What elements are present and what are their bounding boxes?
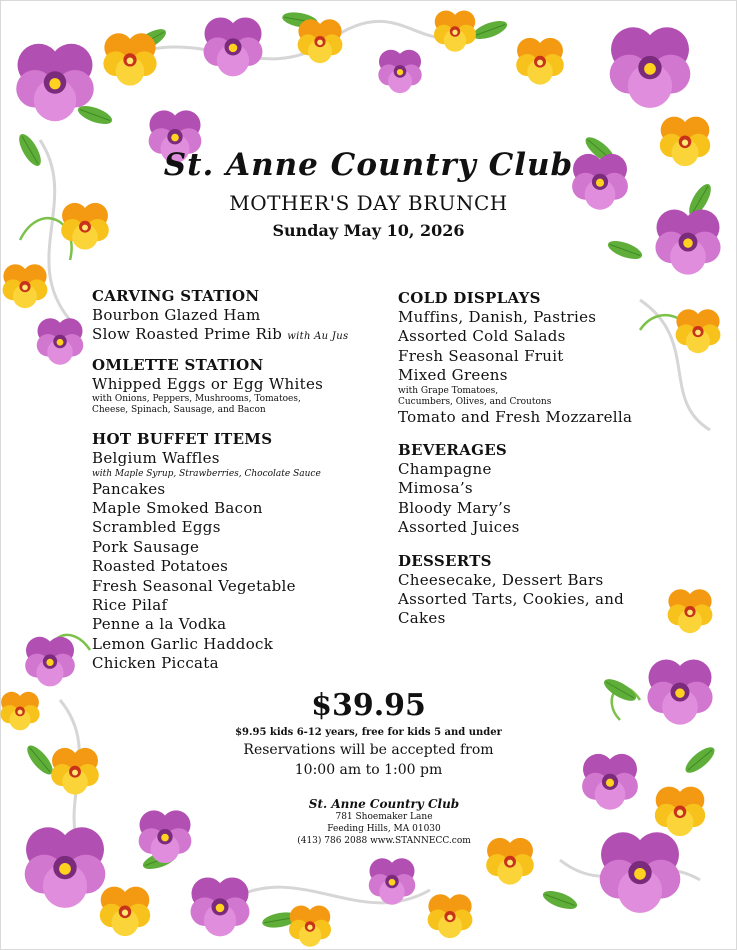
footer-contact: (413) 786 2088 www.STANNECC.com bbox=[297, 836, 471, 846]
section-heading: HOT BUFFET ITEMS bbox=[92, 430, 273, 449]
menu-item-label: Slow Roasted Prime Rib bbox=[92, 325, 283, 344]
event-date: Sunday May 10, 2026 bbox=[272, 221, 465, 240]
hot-buffet-section bbox=[92, 430, 392, 673]
menu-item: Assorted Juices bbox=[398, 518, 520, 537]
section-heading: OMLETTE STATION bbox=[92, 355, 264, 374]
reservations-line: Reservations will be accepted from bbox=[243, 742, 494, 758]
menu-item: Bourbon Glazed Ham bbox=[92, 306, 261, 324]
club-footer bbox=[0, 797, 737, 847]
menu-item: Penne a la Vodka bbox=[92, 615, 227, 634]
menu-item-note: with Au Jus bbox=[287, 331, 349, 343]
menu-item-note: with Maple Syrup, Strawberries, Chocolate Sauce bbox=[92, 468, 321, 479]
section-heading: CARVING STATION bbox=[92, 287, 260, 305]
menu-item: Whipped Eggs or Egg Whites bbox=[92, 374, 324, 393]
menu-item: Cheesecake, Dessert Bars bbox=[398, 570, 604, 589]
menu-item: Champagne bbox=[398, 460, 492, 479]
menu-item-note: Cucumbers, Olives, and Croutons bbox=[398, 396, 552, 407]
reservations-hours: 10:00 am to 1:00 pm bbox=[294, 762, 443, 778]
menu-item: Assorted Tarts, Cookies, and Cakes bbox=[398, 590, 625, 628]
kids-pricing: $9.95 kids 6-12 years, free for kids 5 and under bbox=[235, 727, 502, 738]
desserts-section bbox=[398, 552, 698, 629]
menu-item: Mimosa’s bbox=[398, 479, 473, 498]
cold-displays-section bbox=[398, 289, 698, 427]
menu-item: Bloody Mary’s bbox=[398, 498, 512, 517]
omlette-station-section bbox=[92, 356, 392, 416]
reservations-info bbox=[0, 740, 737, 780]
menu-right-column bbox=[398, 289, 698, 638]
menu-item: Chicken Piccata bbox=[92, 654, 219, 673]
menu-item: Pancakes bbox=[92, 479, 166, 498]
section-heading: DESSERTS bbox=[398, 551, 492, 570]
menu-item: Pork Sausage bbox=[92, 537, 200, 556]
menu-item-note: with Onions, Peppers, Mushrooms, Tomatoes, bbox=[92, 394, 301, 405]
beverages-section bbox=[398, 441, 698, 538]
menu-item: Muffins, Danish, Pastries bbox=[398, 308, 597, 326]
menu-item: Mixed Greens bbox=[398, 366, 508, 385]
menu-item: Fresh Seasonal Vegetable bbox=[92, 576, 296, 595]
menu-item: Roasted Potatoes bbox=[92, 557, 229, 576]
menu-item: Belgium Waffles bbox=[92, 449, 220, 468]
footer-club-name: St. Anne Country Club bbox=[308, 797, 460, 811]
section-heading: BEVERAGES bbox=[398, 441, 508, 460]
menu-item: Fresh Seasonal Fruit bbox=[398, 346, 564, 365]
menu-item: Rice Pilaf bbox=[92, 596, 168, 615]
event-title: MOTHER'S DAY BRUNCH bbox=[229, 191, 508, 215]
menu-item: Lemon Garlic Haddock bbox=[92, 634, 274, 653]
menu-item: Assorted Cold Salads bbox=[398, 327, 566, 346]
menu-item: Tomato and Fresh Mozzarella bbox=[398, 407, 633, 426]
club-title: St. Anne Country Club bbox=[163, 147, 574, 183]
menu-item-note: with Grape Tomatoes, bbox=[398, 385, 499, 396]
menu-item-note: Cheese, Spinach, Sausage, and Bacon bbox=[92, 405, 266, 416]
menu-item-prime-rib bbox=[92, 325, 392, 346]
section-heading: COLD DISPLAYS bbox=[398, 289, 541, 307]
footer-city: Feeding Hills, MA 01030 bbox=[327, 824, 441, 834]
menu-left-column bbox=[92, 287, 392, 683]
menu-item: Scrambled Eggs bbox=[92, 518, 221, 537]
price: $39.95 bbox=[311, 688, 426, 723]
footer-address: 781 Shoemaker Lane bbox=[335, 812, 433, 822]
menu-item: Maple Smoked Bacon bbox=[92, 499, 263, 518]
carving-station-section bbox=[92, 287, 392, 347]
